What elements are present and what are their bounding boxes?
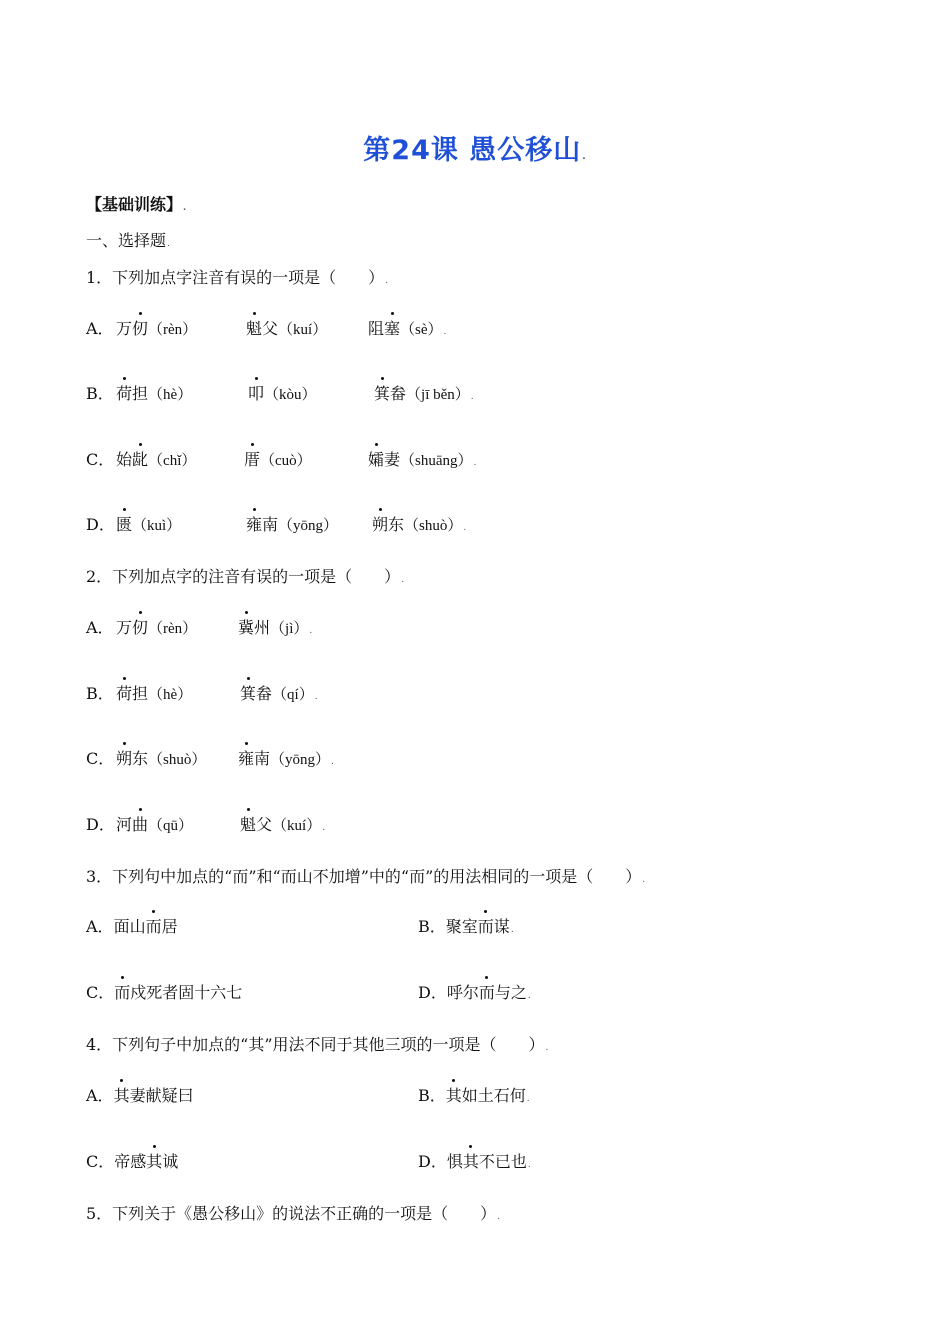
q2-option-d-word-2: 魁父（kuí）.	[240, 812, 325, 835]
q2-option-a-label: A．	[86, 618, 114, 637]
q3-option-c: C．而戍死者固十六七	[86, 980, 242, 1003]
q1-option-a-word-1: 万仞（rèn）	[116, 316, 197, 339]
q4-option-b: B．其如土石何.	[418, 1083, 530, 1106]
q4-option-a: A．其妻献疑曰	[86, 1083, 194, 1106]
question-3-stem: 3．下列句中加点的“而”和“而山不加增”中的“而”的用法相同的一项是（ ）.	[86, 867, 646, 886]
q4-option-c: C．帝感其诚	[86, 1149, 178, 1172]
q1-option-c-word-3: 孀妻（shuāng）.	[368, 447, 476, 470]
q2-option-d-word-1: 河曲（qū）	[116, 812, 193, 835]
question-1-stem: 1．下列加点字注音有误的一项是（ ）.	[86, 268, 389, 287]
q1-option-d-word-2: 雍南（yōng）	[246, 512, 338, 535]
q1-option-c-label: C．	[86, 450, 115, 469]
q3-option-d: D．呼尔而与之.	[418, 980, 531, 1003]
q1-option-a-word-3: 阻塞（sè）.	[368, 316, 446, 339]
q2-option-c-word-2: 雍南（yōng）.	[238, 746, 334, 769]
question-5-stem: 5．下列关于《愚公移山》的说法不正确的一项是（ ）.	[86, 1204, 501, 1223]
q1-option-b-word-1: 荷担（hè）	[116, 381, 192, 404]
q1-option-c-word-2: 厝（cuò）	[244, 447, 312, 470]
page-title: 第24课 愚公移山.	[363, 135, 587, 166]
question-2-stem: 2．下列加点字的注音有误的一项是（ ）.	[86, 567, 405, 586]
q1-option-b-label: B．	[86, 384, 114, 403]
q2-option-b-word-1: 荷担（hè）	[116, 681, 192, 704]
q2-option-a-word-2: 冀州（jì）.	[238, 615, 312, 638]
q1-option-b-word-2: 叩（kòu）	[248, 381, 317, 404]
q2-option-c-word-1: 朔东（shuò）	[116, 746, 206, 769]
q1-option-c-word-1: 始龀（chǐ）	[116, 447, 196, 470]
q1-option-b-word-3: 箕畚（jī běn）.	[374, 381, 474, 404]
section-heading: 【基础训练】.	[86, 195, 187, 214]
q2-option-a-word-1: 万仞（rèn）	[116, 615, 197, 638]
q3-option-a: A．面山而居	[86, 914, 178, 937]
part-heading: 一、选择题.	[86, 231, 170, 250]
q3-option-b: B．聚室而谋.	[418, 914, 514, 937]
q2-option-b-word-2: 箕畚（qí）.	[240, 681, 318, 704]
question-4-stem: 4．下列句子中加点的“其”用法不同于其他三项的一项是（ ）.	[86, 1035, 549, 1054]
q1-option-a-word-2: 魁父（kuí）	[246, 316, 327, 339]
q2-option-b-label: B．	[86, 684, 114, 703]
q4-option-d: D．惧其不已也.	[418, 1149, 531, 1172]
q2-option-d-label: D．	[86, 815, 115, 834]
q1-option-a-label: A．	[86, 319, 114, 338]
q2-option-c-label: C．	[86, 749, 115, 768]
q1-option-d-label: D．	[86, 515, 115, 534]
q1-option-d-word-3: 朔东（shuò）.	[372, 512, 466, 535]
q1-option-d-word-1: 匮（kuì）	[116, 512, 181, 535]
